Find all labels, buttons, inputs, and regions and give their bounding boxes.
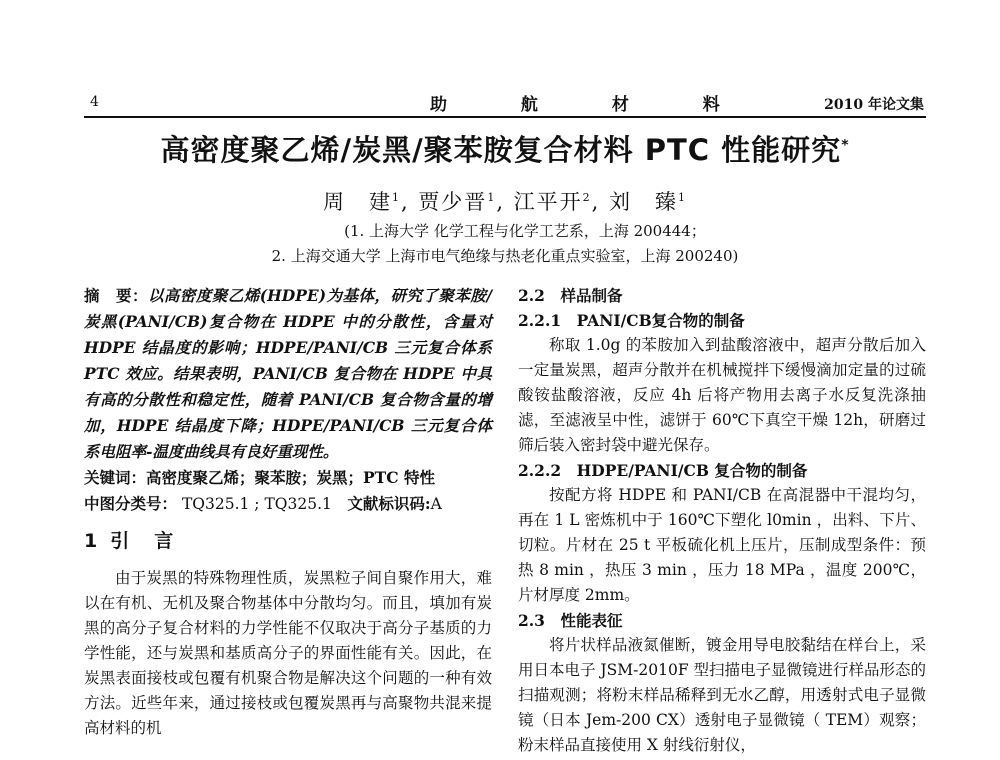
author-name: 周 建 <box>322 190 392 214</box>
keywords-label: 关键词： <box>84 468 147 487</box>
author-name: 刘 臻 <box>609 190 679 214</box>
right-column <box>518 283 926 758</box>
clc-value: TQ325.1 ; TQ325.1 <box>181 495 332 513</box>
affiliation-2: 2. 上海交通大学 上海市电气绝缘与热老化重点实验室，上海 200240) <box>271 247 739 265</box>
abstract-text: 以高密度聚乙烯(HDPE)为基体，研究了聚苯胺/炭黑(PANI/CB)复合物在 HDPE 中的分散性，含量对 HDPE 结晶度的影响；HDPE/PANI/CB 三元复合体系 PTC 效应。结果表明，PANI/CB 复合物在 HDPE 中具有高的分散性和稳定性，随着 PANI/CB 复合物含量的增加，HDPE 结晶度下降；HDPE/PANI/CB 三元复合体系电阻率-温度曲线具有良好重现性。 <box>84 286 492 461</box>
section-2-2-heading: 2.2 样品制备 <box>518 286 623 305</box>
clc-label: 中图分类号： <box>84 494 178 513</box>
affiliation-1: (1. 上海大学 化学工程与化学工艺系，上海 200444； <box>344 222 706 240</box>
header-rule <box>84 116 926 118</box>
journal-name: 助 航 材 料 <box>430 95 754 115</box>
abstract-label: 摘 要： <box>84 286 148 305</box>
title-marker: * <box>841 137 850 154</box>
author-aff: 2 <box>582 191 592 204</box>
keywords-text: 高密度聚乙烯；聚苯胺；炭黑；PTC 特性 <box>146 468 435 487</box>
title-text: 高密度聚乙烯/炭黑/聚苯胺复合材料 PTC 性能研究 <box>160 133 842 167</box>
section-2-2-2-heading: 2.2.2 HDPE/PANI/CB 复合物的制备 <box>518 461 808 480</box>
doc-value: A <box>430 495 442 513</box>
abstract <box>84 283 492 465</box>
keywords <box>84 465 492 491</box>
intro-title: 引 言 <box>110 530 177 552</box>
page-number: 4 <box>90 94 99 110</box>
left-column <box>84 283 492 741</box>
author-aff: 1 <box>391 191 401 204</box>
author-name: 江平开 <box>513 190 583 214</box>
paper-title <box>84 128 926 169</box>
section-2-3-body: 将片状样品液氮催断，镀金用导电胶黏结在样台上，采用日本电子 JSM-2010F 型扫描电子显微镜进行样品形态的扫描观测；将粉末样品稀释到无水乙醇，用透射式电子显微镜（日本 Jem-200 CX）透射电子显微镜（ TEM）观察；粉末样品直接使用 X 射线衍射仪， <box>518 636 926 754</box>
section-2-2-1-heading: 2.2.1 PANI/CB复合物的制备 <box>518 311 745 330</box>
section-2-2-2-body: 按配方将 HDPE 和 PANI/CB 在高混器中干混均匀，再在 1 L 密炼机中于 160℃下塑化 l0min ，出料、下片、切粒。片材在 25 t 平板硫化机上压片，压制成型条件：预热 8 min ，热压 3 min ，压力 18 MPa ，温度 200℃，片材厚度 2mm。 <box>518 486 926 604</box>
section-2-3-heading: 2.3 性能表征 <box>518 611 623 630</box>
doc-label: 文献标识码: <box>347 494 431 513</box>
section-2-2-1-body: 称取 1.0g 的苯胺加入到盐酸溶液中，超声分散后加入一定量炭黑，超声分散并在机械搅拌下缓慢滴加定量的过硫酸铵盐酸溶液，反应 4h 后将产物用去离子水反复洗涤抽滤，至滤液呈中性，滤饼于 60℃下真空干燥 12h，研磨过筛后装入密封袋中避光保存。 <box>518 336 926 454</box>
author-aff: 1 <box>487 191 497 204</box>
intro-number: 1 <box>84 530 101 552</box>
intro-heading <box>84 529 492 554</box>
author-name: 贾少晋 <box>418 190 488 214</box>
classification <box>84 491 492 517</box>
intro-body: 由于炭黑的特殊物理性质，炭黑粒子间自聚作用大，难以在有机、无机及聚合物基体中分散均匀。而且，填加有炭黑的高分子复合材料的力学性能不仅取决于高分子基质的力学性能，还与炭黑和基质高分子的界面性能有关。因此，在炭黑表面接枝或包覆有机聚合物是解决这个问题的一种有效方法。近些年来，通过接枝或包覆炭黑再与高聚物共混来提高材料的机 <box>84 569 492 737</box>
issue-label: 2010 年论文集 <box>824 97 924 113</box>
author-aff: 1 <box>678 191 688 204</box>
author-list: 周 建$^1$, 贾少晋$^1$, 江平开$^2$, 刘 臻$^1$ <box>322 190 688 214</box>
